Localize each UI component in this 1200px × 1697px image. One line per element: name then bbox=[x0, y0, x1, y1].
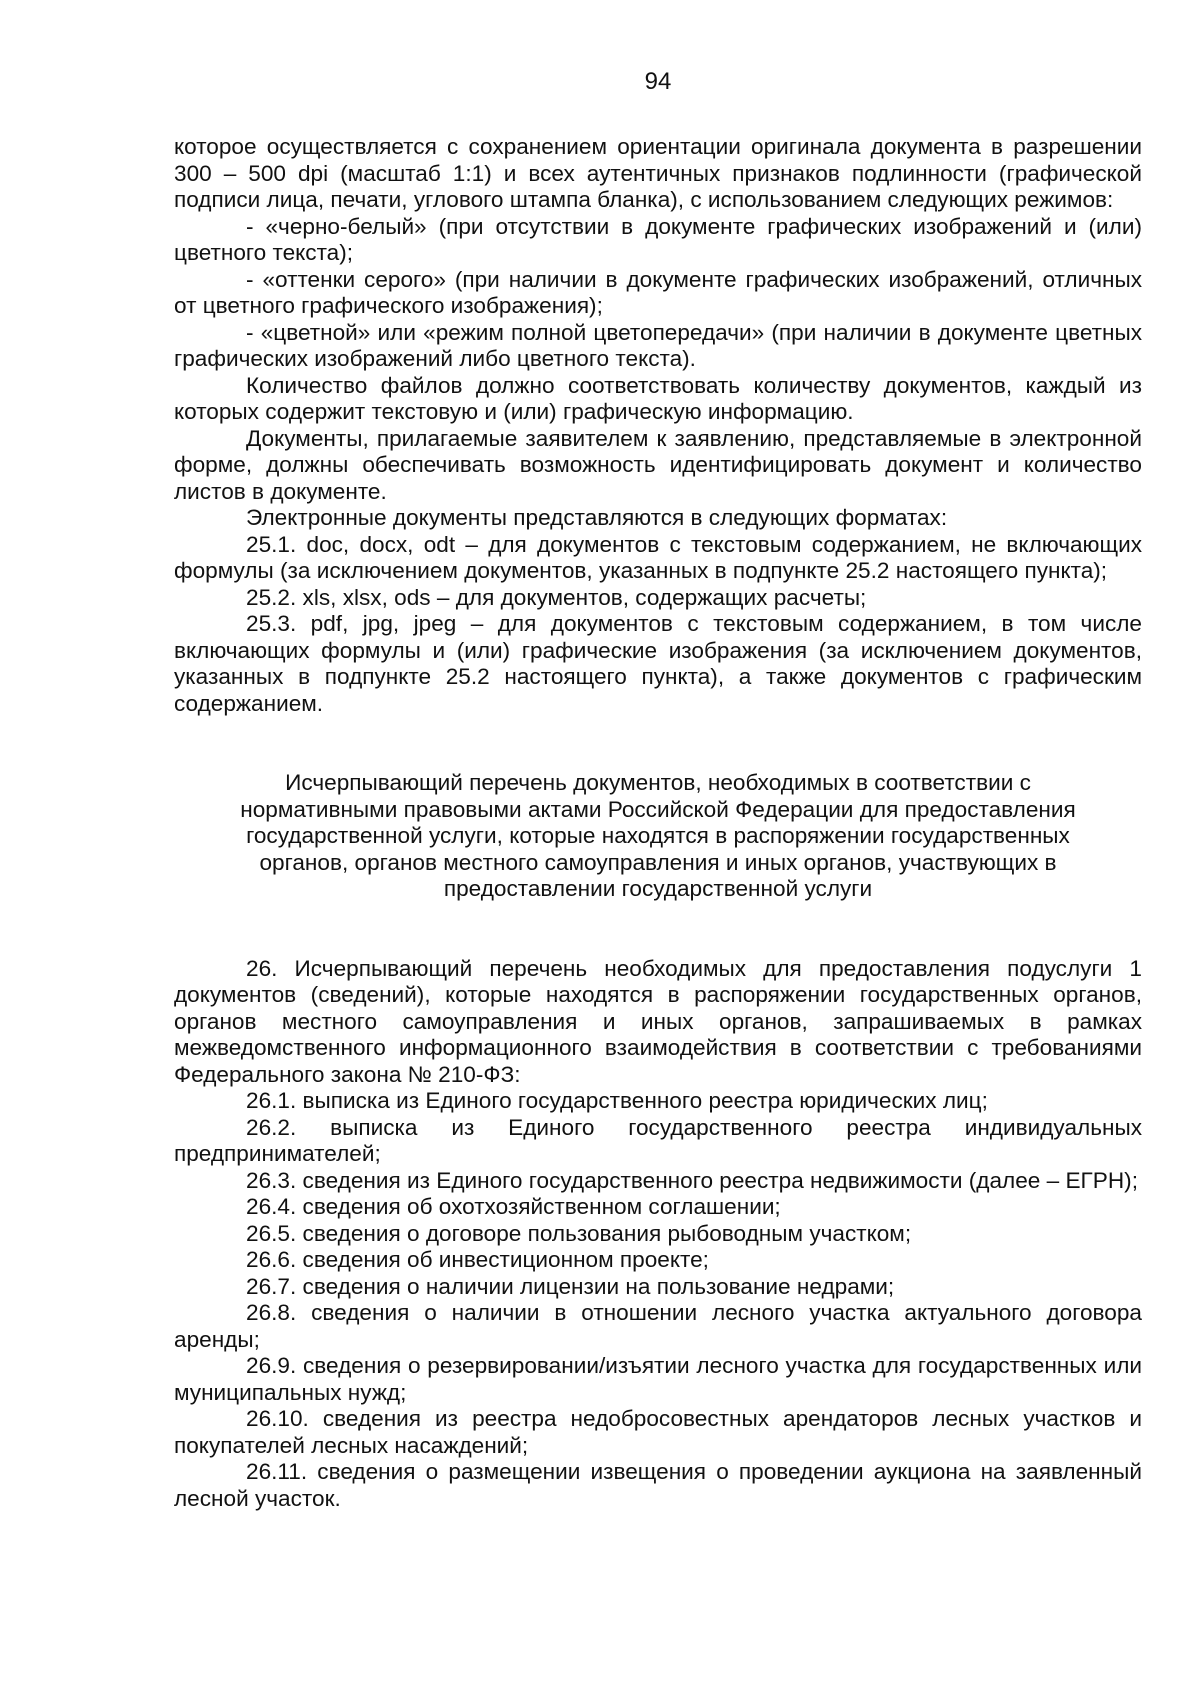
list-item: 26.9. сведения о резервировании/изъятии лесного участка для государственных или муниципальных нужд; bbox=[174, 1353, 1142, 1405]
list-item: 26.7. сведения о наличии лицензии на пользование недрами; bbox=[246, 1273, 895, 1299]
paragraph: - «черно-белый» (при отсутствии в документе графических изображений и (или) цветного текста); bbox=[174, 213, 1142, 265]
list-item: 26.3. сведения из Единого государственного реестра недвижимости (далее – ЕГРН); bbox=[246, 1167, 1138, 1193]
list-item: 26.11. сведения о размещении извещения о проведении аукциона на заявленный лесной участок. bbox=[174, 1459, 1142, 1511]
list-item: 26.2. выписка из Единого государственного реестра индивидуальных предпринимателей; bbox=[174, 1114, 1142, 1166]
list-item: 26. Исчерпывающий перечень необходимых для предоставления подуслуги 1 документов (сведений), которые находятся в распоряжении государственных органов, органов местного самоуправления и иных органов, запрашиваемых в рамках межведомственного информационного взаимодействия в соответствии с требованиями Федерального закона № 210-ФЗ: bbox=[174, 955, 1142, 1087]
section-heading bbox=[174, 770, 1142, 903]
document-body bbox=[174, 134, 1142, 1512]
top-section bbox=[174, 134, 1142, 717]
list-item: 26.8. сведения о наличии в отношении лесного участка актуального договора аренды; bbox=[174, 1300, 1142, 1352]
paragraph: Электронные документы представляются в следующих форматах: bbox=[246, 505, 948, 530]
paragraph: - «цветной» или «режим полной цветопередачи» (при наличии в документе цветных графических изображений либо цветного текста). bbox=[174, 319, 1142, 371]
heading-line: органов, органов местного самоуправления и иных органов, участвующих в bbox=[259, 849, 1057, 875]
list-section bbox=[174, 956, 1142, 1513]
paragraph: 25.1. doc, docx, odt – для документов с текстовым содержанием, не включающих формулы (за исключением документов, указанных в подпункте 25.2 настоящего пункта); bbox=[174, 531, 1142, 583]
list-item: 26.1. выписка из Единого государственного реестра юридических лиц; bbox=[246, 1088, 988, 1113]
paragraph: которое осуществляется с сохранением ориентации оригинала документа в разрешении 300 – 500 dpi (масштаб 1:1) и всех аутентичных признаков подлинности (графической подписи лица, печати, углового штампа бланка), с использованием следующих режимов: bbox=[174, 134, 1142, 212]
page-number: 94 bbox=[644, 68, 672, 95]
heading-line: предоставлении государственной услуги bbox=[443, 876, 873, 901]
list-item: 26.6. сведения об инвестиционном проекте; bbox=[246, 1247, 709, 1272]
paragraph: Документы, прилагаемые заявителем к заявлению, представляемые в электронной форме, должны обеспечивать возможность идентифицировать документ и количество листов в документе. bbox=[174, 425, 1142, 504]
paragraph: - «оттенки серого» (при наличии в документе графических изображений, отличных от цветного графического изображения); bbox=[174, 266, 1142, 318]
heading-line: Исчерпывающий перечень документов, необходимых в соответствии с bbox=[285, 770, 1031, 795]
paragraph: 25.3. pdf, jpg, jpeg – для документов с текстовым содержанием, в том числе включающих формулы и (или) графические изображения (за исключением документов, указанных в подпункте 25.2 настоящего пункта), а также документов с графическим содержанием. bbox=[174, 611, 1142, 716]
paragraph: Количество файлов должно соответствовать количеству документов, каждый из которых содержит текстовую и (или) графическую информацию. bbox=[174, 372, 1142, 424]
list-item: 26.10. сведения из реестра недобросовестных арендаторов лесных участков и покупателей лесных насаждений; bbox=[174, 1406, 1142, 1458]
paragraph: 25.2. xls, xlsx, ods – для документов, содержащих расчеты; bbox=[246, 584, 867, 610]
list-item: 26.5. сведения о договоре пользования рыбоводным участком; bbox=[246, 1220, 912, 1246]
list-item: 26.4. сведения об охотхозяйственном соглашении; bbox=[246, 1194, 781, 1219]
heading-line: нормативными правовыми актами Российской Федерации для предоставления bbox=[240, 796, 1076, 822]
heading-line: государственной услуги, которые находятся в распоряжении государственных bbox=[246, 823, 1070, 848]
